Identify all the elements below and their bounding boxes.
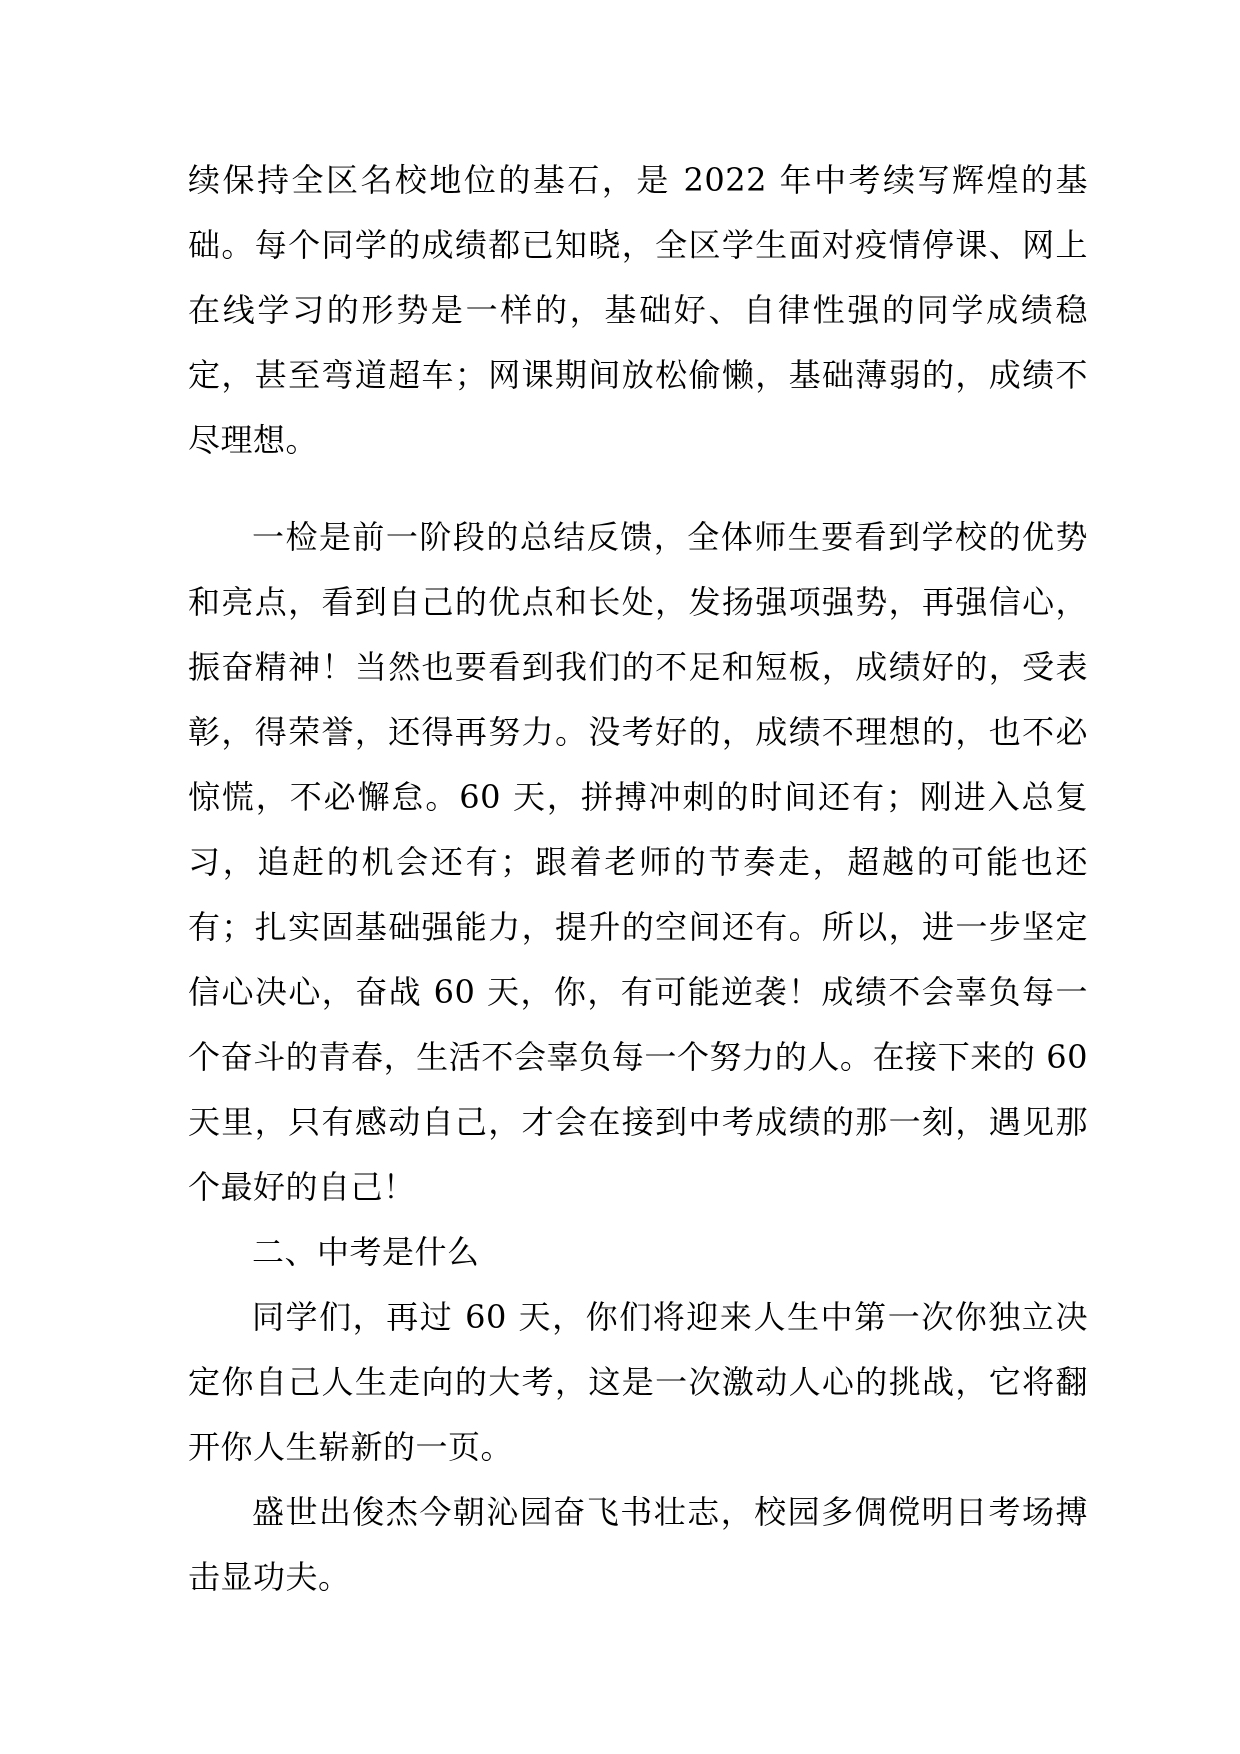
section-heading: 二、中考是什么 (252, 1233, 480, 1271)
paragraph-couplet: 盛世出俊杰今朝沁园奋飞书壮志，校园多倜傥明日考场搏击显功夫。 (188, 1493, 1088, 1596)
paragraph-first-exam: 一检是前一阶段的总结反馈，全体师生要看到学校的优势和亮点，看到自己的优点和长处，发扬强项强势，再强信心，振奋精神！当然也要看到我们的不足和短板，成绩好的，受表彰，得荣誉，还得再努力。没考好的，成绩不理想的，也不必惊慌，不必懈怠。60 天，拼搏冲刺的时间还有；刚进入总复习，追赶的机会还有；跟着老师的节奏走，超越的可能也还有；扎实固基础强能力，提升的空间还有。所以，进一步坚定信心决心，奋战 60 天，你，有可能逆袭！成绩不会辜负每一个奋斗的青春，生活不会辜负每一个努力的人。在接下来的 60 天里，只有感动自己，才会在接到中考成绩的那一刻，遇见那个最好的自己！ (188, 518, 1088, 1206)
paragraph-continuation: 续保持全区名校地位的基石，是 2022 年中考续写辉煌的基础。每个同学的成绩都已知晓，全区学生面对疫情停课、网上在线学习的形势是一样的，基础好、自律性强的同学成绩稳定，甚至弯道超车；网课期间放松偷懒，基础薄弱的，成绩不尽理想。 (188, 161, 1088, 459)
paragraph-exam-intro: 同学们，再过 60 天，你们将迎来人生中第一次你独立决定你自己人生走向的大考，这是一次激动人心的挑战，它将翻开你人生崭新的一页。 (188, 1298, 1088, 1466)
document-body (188, 148, 1088, 1610)
